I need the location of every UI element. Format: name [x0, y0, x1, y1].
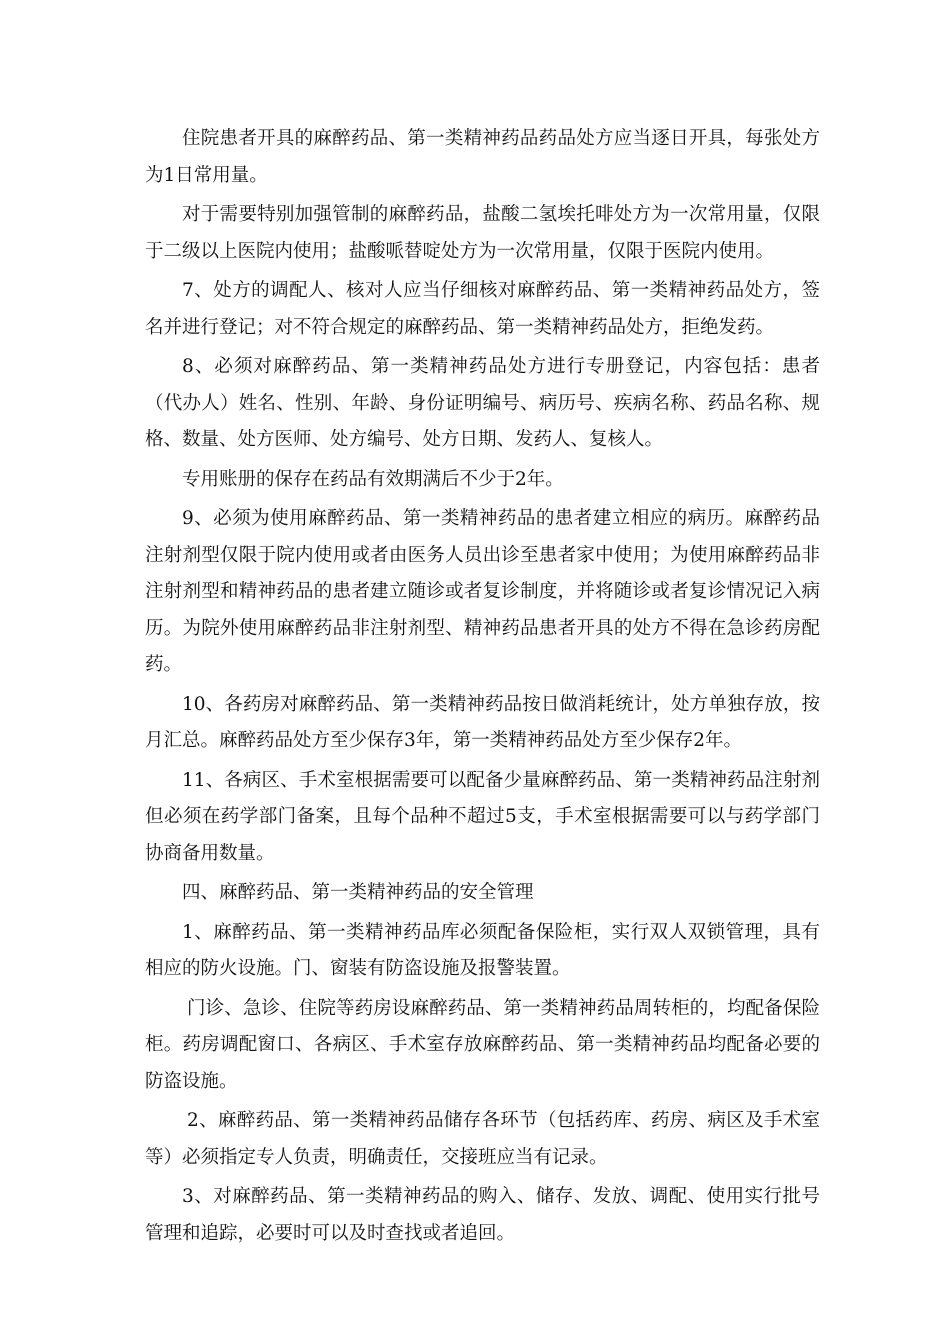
paragraph-safety-item-1: 1、麻醉药品、第一类精神药品库必须配备保险柜，实行双人双锁管理，具有相应的防火设施。门、窗装有防盗设施及报警装置。	[145, 921, 820, 979]
section-heading-safety-management: 四、麻醉药品、第一类精神药品的安全管理	[182, 882, 534, 903]
paragraph-safety-item-3: 3、对麻醉药品、第一类精神药品的购入、储存、发放、调配、使用实行批号管理和追踪，必要时可以及时查找或者追回。	[145, 1186, 820, 1244]
paragraph-ledger-retention: 专用账册的保存在药品有效期满后不少于2年。	[182, 468, 564, 490]
paragraph-item-11: 11、各病区、手术室根据需要可以配备少量麻醉药品、第一类精神药品注射剂但必须在药学部门备案，且每个品种不超过5支，手术室根据需要可以与药学部门协商备用数量。	[145, 769, 820, 864]
paragraph-item-9: 9、必须为使用麻醉药品、第一类精神药品的患者建立相应的病历。麻醉药品注射剂型仅限于院内使用或者由医务人员出诊至患者家中使用；为使用麻醉药品非注射剂型和精神药品的患者建立随诊或者复诊制度，并将随诊或者复诊情况记入病历。为院外使用麻醉药品非注射剂型、精神药品患者开具的处方不得在急诊药房配药。	[145, 508, 820, 675]
paragraph-inpatient-prescription: 住院患者开具的麻醉药品、第一类精神药品药品处方应当逐日开具，每张处方为1日常用量。	[145, 128, 820, 186]
document-body	[145, 121, 820, 1255]
paragraph-special-control: 对于需要特别加强管制的麻醉药品，盐酸二氢埃托啡处方为一次常用量，仅限于二级以上医院内使用；盐酸哌替啶处方为一次常用量，仅限于医院内使用。	[145, 204, 820, 262]
paragraph-safety-item-2: 2、麻醉药品、第一类精神药品储存各环节（包括药库、药房、病区及手术室等）必须指定专人负责，明确责任，交接班应当有记录。	[145, 1110, 820, 1168]
paragraph-pharmacy-safes: 门诊、急诊、住院等药房设麻醉药品、第一类精神药品周转柜的，均配备保险柜。药房调配窗口、各病区、手术室存放麻醉药品、第一类精神药品均配备必要的防盗设施。	[145, 997, 820, 1092]
paragraph-item-7: 7、处方的调配人、核对人应当仔细核对麻醉药品、第一类精神药品处方，签名并进行登记；对不符合规定的麻醉药品、第一类精神药品处方，拒绝发药。	[145, 280, 820, 338]
paragraph-item-10: 10、各药房对麻醉药品、第一类精神药品按日做消耗统计，处方单独存放，按月汇总。麻醉药品处方至少保存3年，第一类精神药品处方至少保存2年。	[145, 693, 820, 751]
paragraph-item-8: 8、必须对麻醉药品、第一类精神药品处方进行专册登记，内容包括：患者（代办人）姓名、性别、年龄、身份证明编号、病历号、疾病名称、药品名称、规格、数量、处方医师、处方编号、处方日期、发药人、复核人。	[145, 356, 820, 450]
